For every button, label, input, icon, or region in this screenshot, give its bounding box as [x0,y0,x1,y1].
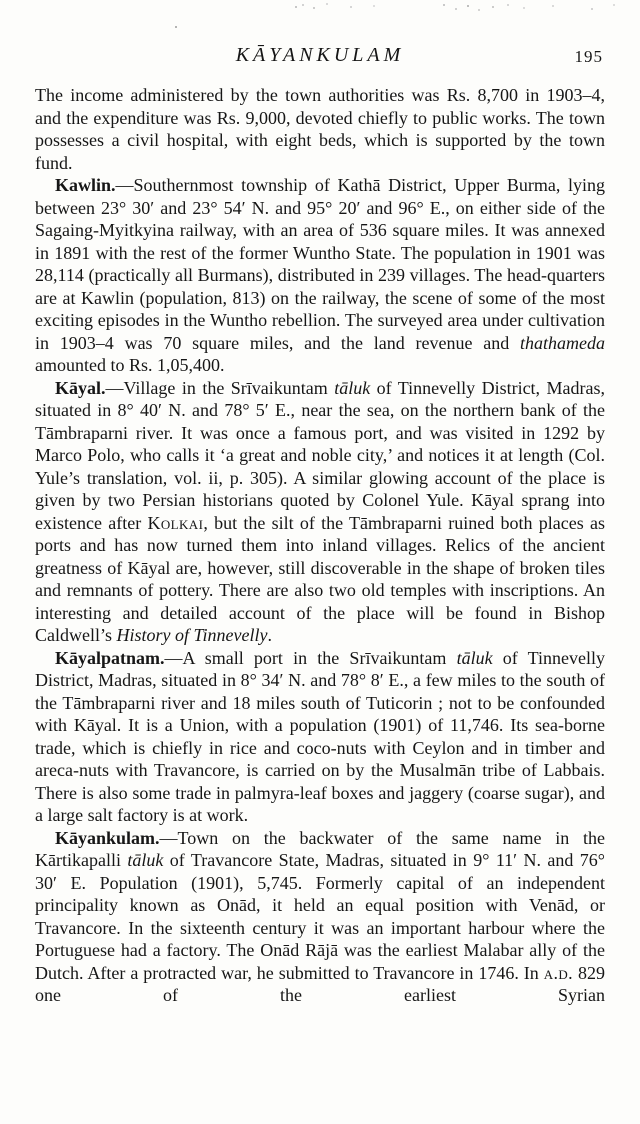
text-run: The income administered by the town authorities was Rs. 8,700 in 1903–4, and the expenditure was Rs. 9,000, devoted chiefly to public works. The town possesses a civil hospital, with eight beds, which is supported by the town fund. [35,85,605,173]
text-run: —A small port in the Srīvaikuntam [164,647,457,668]
text-run: Kāyankulam. [55,827,160,848]
text-run: thathameda [520,332,605,353]
text-run: 829 one of the earliest Syrian [35,962,605,1005]
paragraph [35,84,605,174]
text-run: tāluk [334,377,371,398]
page-body [35,84,605,1007]
paragraph [35,174,605,377]
text-run: tāluk [127,850,164,870]
text-run: —Town on the backwater of the same name in the Kārtikapalli [35,827,605,870]
scan-noise [0,0,640,22]
text-run: of Tinnevelly District, Madras, situated in 8° 40′ N. and 78° 5′ E., near the sea, on the northern bank of the Tāmbraparni river. It was once a famous port, and was visited in 1292 by Marco Polo, who calls it ‘a great and noble city,’ and notices it at length (Col. Yule’s translation, vol. ii, p. 305). A similar glowing account of the place is given by two Persian historians quoted by Colonel Yule. Kāyal sprang into existence after [35,377,605,533]
text-run: of Travancore State, Madras, situated in 9° 11′ N. and 76° 30′ E. Population (1901), 5,745. Formerly capital of an independent principality known as Onād, it held an equal position with Venād, or Travancore. In the sixteenth century it was an important harbour where the Portuguese had a factory. The Onād Rājā was the earliest Malabar ally of the Dutch. After a protracted war, he submitted to Travancore in 1746. In [35,850,606,983]
text-run: of Tinnevelly District, Madras, situated in 8° 34′ N. and 78° 8′ E., a few miles to the south of the Tāmbraparni river and 18 miles south of Tuticorin ; not to be confounded with Kāyal. It is a Union, with a population (1901) of 11,746. Its sea-borne trade, which is chiefly in rice and coco-nuts with Ceylon and in timber and areca-nuts with Travancore, is carried on by the Musalmān tribe of Labbais. There is also some trade in palmyra-leaf boxes and jaggery (coarse sugar), and a large salt factory is at work. [35,647,605,825]
text-run: Kāyalpatnam. [55,647,165,668]
text-run: tāluk [456,647,493,668]
text-run: , but the silt of the Tāmbraparni ruined both places as ports and has now turned them into inland villages. Relics of the ancient greatness of Kāyal are, however, still discoverable in the shape of broken tiles and remnants of pottery. There are also two old temples with inscriptions. An interesting and detailed account of the place will be found in Bishop Caldwell’s [35,512,605,645]
text-run: Kāyal. [55,377,106,398]
text-run: amounted to Rs. 1,05,400. [35,355,225,375]
paragraph [35,377,605,647]
running-header [35,44,605,70]
running-header-title: KĀYANKULAM [235,44,405,66]
text-run: . [267,625,272,645]
text-run: Kolkai [147,512,204,533]
paragraph [35,647,605,827]
text-run: a.d. [543,962,574,983]
text-run: —Southernmost township of Kathā District, Upper Burma, lying between 23° 30′ and 23° 54′ N. and 95° 20′ and 96° E., on either side of the Sagaing-Myitkyina railway, with an area of 536 square miles. It was annexed in 1891 with the rest of the former Wuntho State. The population in 1901 was 28,114 (practically all Burmans), distributed in 239 villages. The head-quarters are at Kawlin (population, 813) on the railway, the scene of some of the most exciting episodes in the Wuntho rebellion. The surveyed area under cultivation in 1903–4 was 70 square miles, and the land revenue and [35,175,605,353]
text-run: —Village in the Srīvaikuntam [105,377,335,398]
paragraph [35,827,605,1007]
page-number: 195 [574,47,603,66]
text-run: History of Tinnevelly [116,625,268,645]
text-run: Kawlin. [55,175,116,195]
